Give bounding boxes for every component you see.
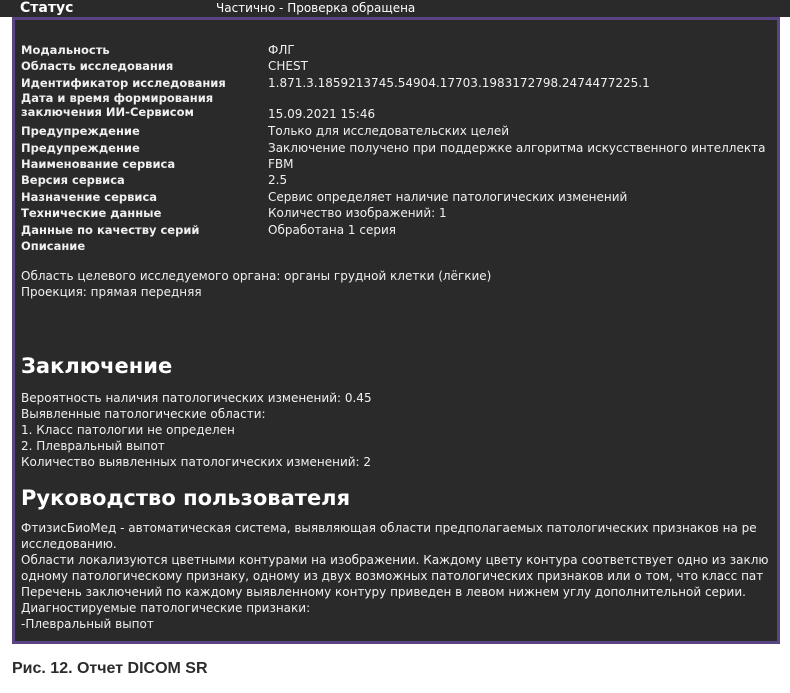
figure-caption: Рис. 12. Отчет DICOM SR (12, 660, 208, 677)
guide-line: Перечень заключений по каждому выявленному контуру приведен в левом нижнем углу дополнительной серии. (21, 585, 746, 600)
field-key: Идентификатор исследования (21, 75, 226, 90)
status-bar (0, 0, 790, 17)
guide-line: одному патологическому признаку, одному из двух возможных патологических признаков или о том, что класс пат (21, 569, 764, 584)
field-row (21, 140, 768, 156)
field-key: Предупреждение (21, 124, 140, 139)
field-value: Сервис определяет наличие патологических изменений (268, 189, 628, 204)
description-line: Проекция: прямая передняя (21, 285, 202, 300)
field-value: Обработана 1 серия (268, 222, 396, 237)
guide-line: Области локализуются цветными контурами на изображении. Каждому цвету контура соответствует одно из заклю (21, 553, 769, 568)
field-row (21, 222, 768, 238)
field-row (21, 58, 768, 74)
field-row (21, 123, 768, 139)
guide-heading: Руководство пользователя (21, 486, 351, 511)
status-label: Статус (20, 0, 74, 16)
field-key: Данные по качеству серий (21, 222, 200, 237)
field-row (21, 172, 768, 188)
field-value: CHEST (268, 59, 308, 74)
field-value: Только для исследовательских целей (268, 124, 510, 139)
field-value: 2.5 (268, 173, 288, 188)
report-content (21, 42, 768, 632)
field-row (21, 156, 768, 172)
field-value: 1.871.3.1859213745.54904.17703.1983172798.2474477225.1 (268, 75, 650, 90)
field-value: Заключение получено при поддержке алгоритма искусственного интеллекта (268, 140, 766, 155)
field-value: 15.09.2021 15:46 (268, 107, 376, 122)
field-row (21, 238, 768, 254)
guide-line: -Плевральный выпот (21, 617, 154, 632)
conclusion-line: Вероятность наличия патологических изменений: 0.45 (21, 391, 372, 406)
conclusion-line: 2. Плевральный выпот (21, 439, 165, 454)
field-row (21, 42, 768, 58)
field-key: Назначение сервиса (21, 189, 158, 204)
field-key: Наименование сервиса (21, 156, 176, 171)
field-row (21, 75, 768, 91)
field-key: Область исследования (21, 59, 174, 74)
field-key: Предупреждение (21, 140, 140, 155)
field-value: FBM (268, 156, 294, 171)
field-key: Версия сервиса (21, 173, 125, 188)
guide-line: Диагностируемые патологические признаки: (21, 601, 311, 616)
field-row (21, 91, 768, 123)
guide-line: ФтизисБиоМед - автоматическая система, выявляющая области предполагаемых патологических признаков на ре (21, 521, 757, 536)
report-viewer[interactable] (12, 17, 780, 644)
description-line: Область целевого исследуемого органа: органы грудной клетки (лёгкие) (21, 269, 492, 284)
conclusion-line: Количество выявленных патологических изменений: 2 (21, 455, 372, 470)
field-row (21, 189, 768, 205)
field-row (21, 205, 768, 221)
field-value: Количество изображений: 1 (268, 206, 447, 221)
conclusion-line: Выявленные патологические области: (21, 407, 266, 422)
field-key: Описание (21, 238, 86, 253)
status-value: Частично - Проверка обращена (216, 1, 416, 15)
field-key: Дата и время формирования заключения ИИ-Сервисом (21, 91, 214, 120)
conclusion-heading: Заключение (21, 354, 173, 379)
field-key: Технические данные (21, 206, 162, 221)
conclusion-line: 1. Класс патологии не определен (21, 423, 235, 438)
field-value: ФЛГ (268, 43, 295, 57)
field-key: Модальность (21, 43, 110, 57)
guide-line: исследованию. (21, 537, 117, 552)
